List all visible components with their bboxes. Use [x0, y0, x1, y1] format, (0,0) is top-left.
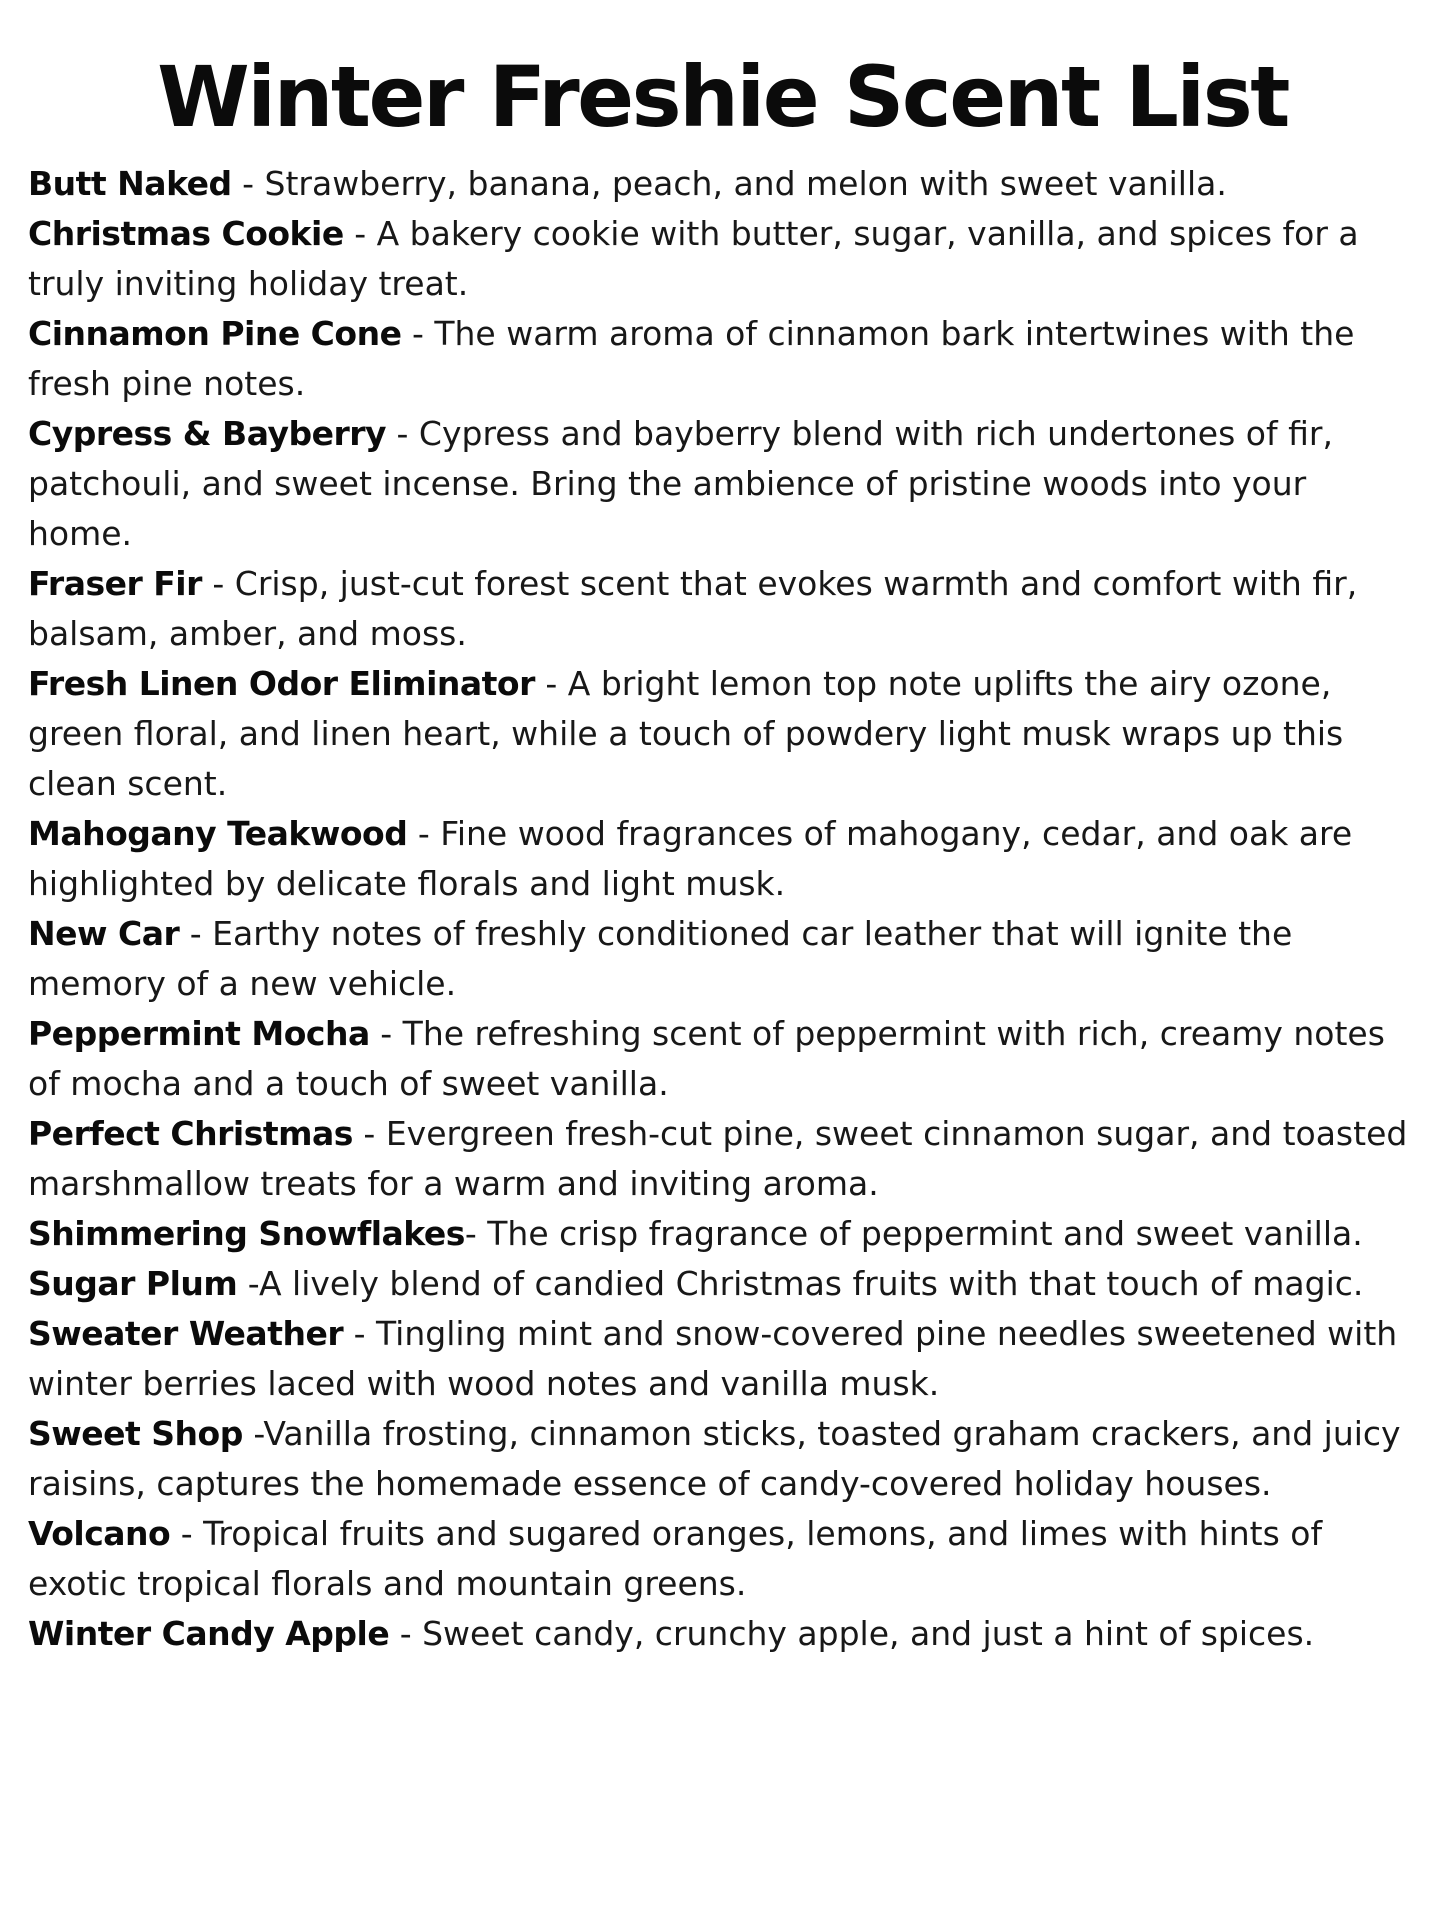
scent-name: New Car: [28, 913, 180, 953]
scent-separator: -: [369, 1013, 403, 1053]
scent-name: Peppermint Mocha: [28, 1013, 370, 1053]
scent-description: A lively blend of candied Christmas fruits with that touch of magic.: [258, 1263, 1364, 1303]
scent-entry-sugar-plum: [28, 1259, 1419, 1309]
scent-entry-mahogany-teakwood: [28, 809, 1419, 909]
scent-separator: -: [201, 563, 235, 603]
scent-name: Christmas Cookie: [28, 213, 344, 253]
scent-entry-peppermint-mocha: [28, 1009, 1419, 1109]
scent-entry-perfect-christmas: [28, 1109, 1419, 1209]
scent-name: Mahogany Teakwood: [28, 813, 408, 853]
scent-name: Sweater Weather: [28, 1313, 344, 1353]
scent-name: Cypress & Bayberry: [28, 413, 387, 453]
scent-separator: -: [343, 1313, 377, 1353]
scent-separator: -: [231, 163, 265, 203]
scent-separator: -: [464, 1213, 488, 1253]
scent-entry-fraser-fir: [28, 559, 1419, 659]
scent-entry-sweet-shop: [28, 1409, 1419, 1509]
scent-entry-winter-candy-apple: [28, 1609, 1419, 1659]
scent-description: The refreshing scent of peppermint with rich, creamy notes of mocha and a touch of sweet vanilla.: [28, 1013, 1385, 1103]
scent-description: Crisp, just-cut forest scent that evokes warmth and comfort with fir, balsam, amber, and moss.: [28, 563, 1358, 653]
scent-description: Sweet candy, crunchy apple, and just a hint of spices.: [422, 1613, 1315, 1653]
scent-name: Perfect Christmas: [28, 1113, 353, 1153]
scent-separator: -: [389, 1613, 423, 1653]
scent-name: Winter Candy Apple: [28, 1613, 390, 1653]
scent-separator: -: [242, 1413, 264, 1453]
page-title: Winter Freshie Scent List: [157, 48, 1288, 146]
scent-entry-fresh-linen-odor-eliminator: [28, 659, 1419, 809]
scent-name: Sugar Plum: [28, 1263, 238, 1303]
scent-name: Butt Naked: [28, 163, 232, 203]
scent-name: Sweet Shop: [28, 1413, 243, 1453]
scent-description: Tingling mint and snow-covered pine needles sweetened with winter berries laced with wood notes and vanilla musk.: [28, 1313, 1398, 1403]
scent-description: Fine wood fragrances of mahogany, cedar, and oak are highlighted by delicate florals and light musk.: [28, 813, 1353, 903]
scent-name: Cinnamon Pine Cone: [28, 313, 402, 353]
scent-entry-cypress-bayberry: [28, 409, 1419, 559]
document-page: [0, 50, 1445, 1921]
scent-name: Fraser Fir: [28, 563, 202, 603]
scent-description: Evergreen fresh-cut pine, sweet cinnamon sugar, and toasted marshmallow treats for a warm and inviting aroma.: [28, 1113, 1408, 1203]
scent-entry-butt-naked: [28, 159, 1419, 209]
scent-description: A bright lemon top note uplifts the airy ozone, green floral, and linen heart, while a touch of powdery light musk wraps up this clean scent.: [28, 663, 1344, 803]
scent-description: Strawberry, banana, peach, and melon with sweet vanilla.: [264, 163, 1227, 203]
scent-description: A bakery cookie with butter, sugar, vanilla, and spices for a truly inviting holiday treat.: [28, 213, 1359, 303]
scent-description: Cypress and bayberry blend with rich undertones of fir, patchouli, and sweet incense. Bring the ambience of pristine woods into your home.: [28, 413, 1333, 553]
scent-entry-new-car: [28, 909, 1419, 1009]
scent-description: The warm aroma of cinnamon bark intertwines with the fresh pine notes.: [28, 313, 1355, 403]
scent-entry-cinnamon-pine-cone: [28, 309, 1419, 409]
scent-separator: -: [237, 1263, 259, 1303]
scent-description: Earthy notes of freshly conditioned car leather that will ignite the memory of a new vehicle.: [28, 913, 1293, 1003]
scent-name: Shimmering Snowflakes: [28, 1213, 465, 1253]
scent-entry-shimmering-snowflakes: [28, 1209, 1419, 1259]
scent-list: [0, 159, 1445, 1659]
scent-separator: -: [534, 663, 568, 703]
scent-name: Fresh Linen Odor Eliminator: [28, 663, 535, 703]
scent-entry-christmas-cookie: [28, 209, 1419, 309]
scent-entry-volcano: [28, 1509, 1419, 1609]
scent-description: The crisp fragrance of peppermint and sweet vanilla.: [487, 1213, 1363, 1253]
scent-description: Vanilla frosting, cinnamon sticks, toasted graham crackers, and juicy raisins, captures the homemade essence of candy-covered holiday houses.: [28, 1413, 1401, 1503]
scent-entry-sweater-weather: [28, 1309, 1419, 1409]
scent-name: Volcano: [28, 1513, 171, 1553]
scent-separator: -: [170, 1513, 204, 1553]
scent-description: Tropical fruits and sugared oranges, lemons, and limes with hints of exotic tropical florals and mountain greens.: [28, 1513, 1323, 1603]
scent-separator: -: [343, 213, 377, 253]
scent-separator: -: [401, 313, 435, 353]
scent-separator: -: [386, 413, 419, 453]
scent-separator: -: [407, 813, 441, 853]
scent-separator: -: [179, 913, 213, 953]
scent-separator: -: [352, 1113, 386, 1153]
